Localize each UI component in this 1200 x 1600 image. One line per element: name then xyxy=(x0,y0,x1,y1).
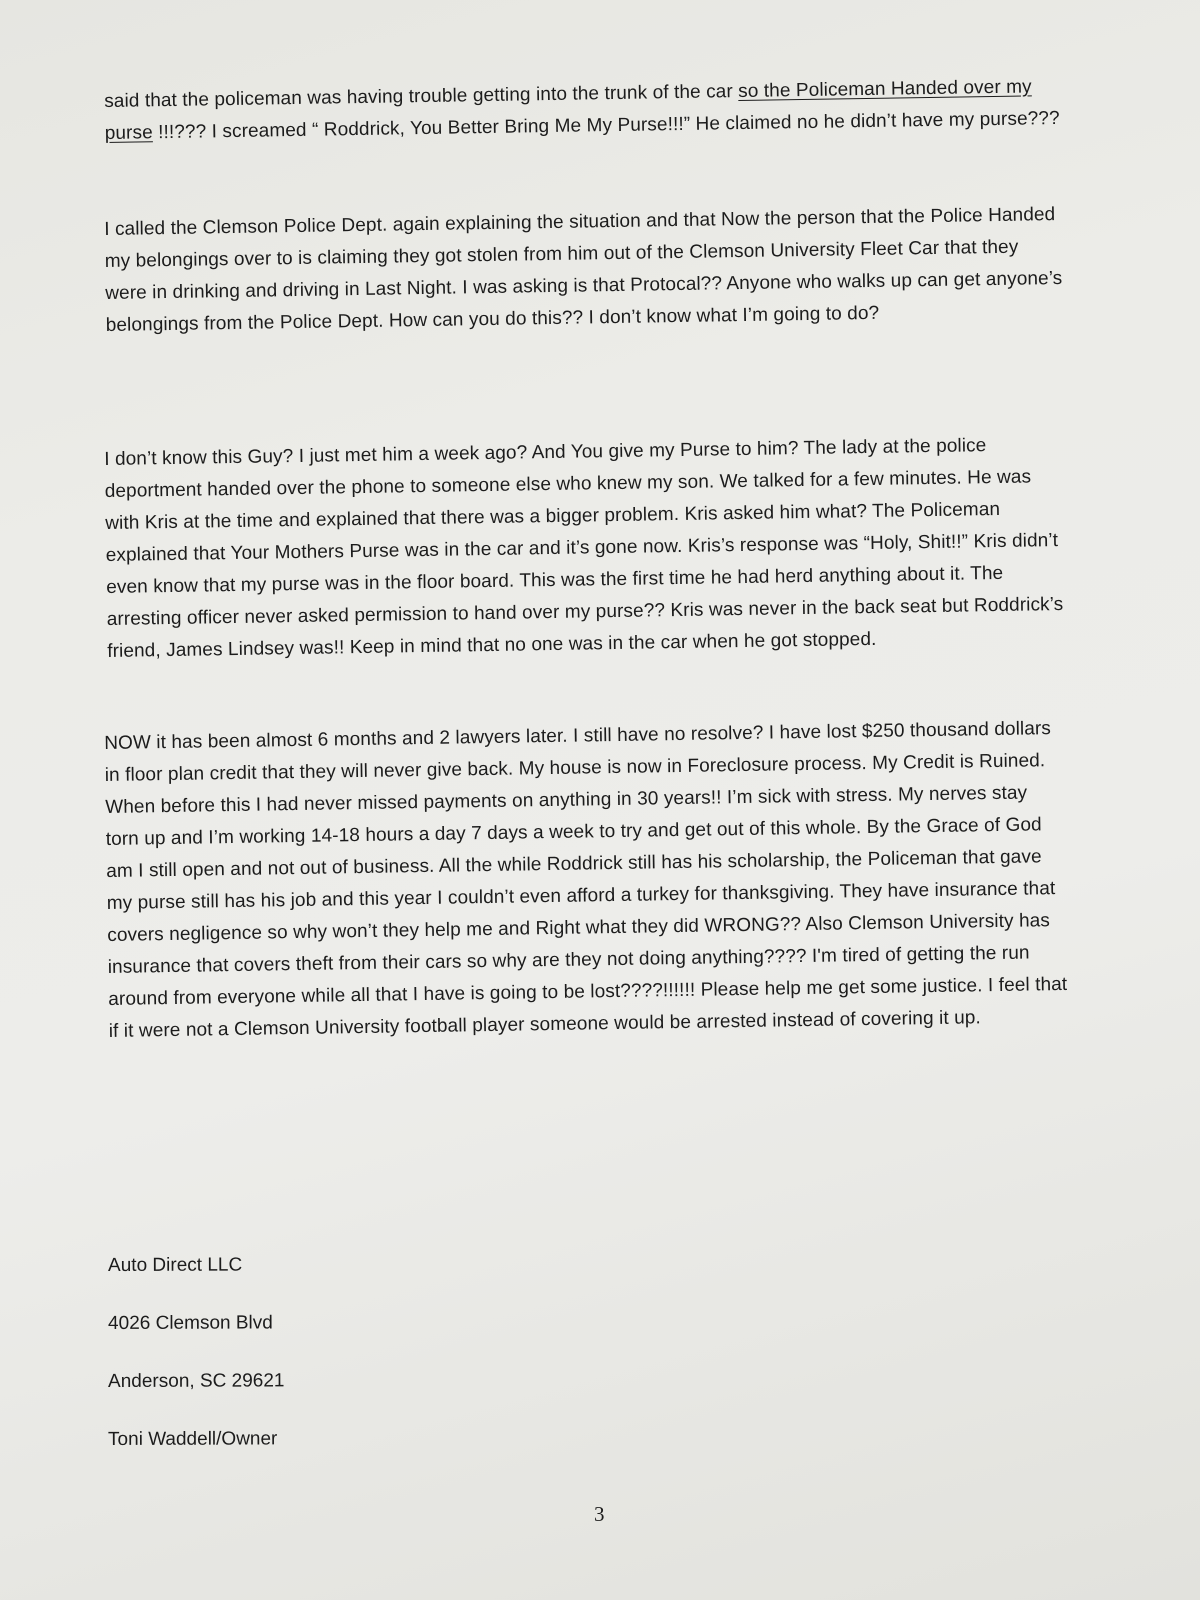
paragraph-1-part-b: !!!??? I screamed “ Roddrick, You Better Bring Me My Purse!!!” He claimed no he didn’t have my purse??? xyxy=(152,107,1060,144)
signature-city: Anderson, SC 29621 xyxy=(108,1370,285,1392)
paragraph-1-part-a: said that the policeman was having trouble getting into the trunk of the car xyxy=(104,81,739,112)
underlined-phrase: so the Policeman Handed over my purse xyxy=(104,76,1032,144)
paragraph-1 xyxy=(104,71,1065,150)
signature-street: 4026 Clemson Blvd xyxy=(108,1312,273,1334)
paragraph-2 xyxy=(104,199,1066,342)
signature-company: Auto Direct LLC xyxy=(108,1254,243,1276)
signature-owner: Toni Waddell/Owner xyxy=(108,1428,278,1450)
paragraph-2-text: I called the Clemson Police Dept. again explaining the situation and that Now the person that the Police Handed my belongings over to is claiming they got stolen from him out of the Clemson University Fleet Car that they were in drinking and driving in Last Night. I was asking is that Protocal?? Anyone who walks up can get anyone’s belongings from the Police Dept. How can you do this?? I don’t know what I’m going to do? xyxy=(104,204,1063,336)
paragraph-3-text: I don’t know this Guy? I just met him a week ago? And You give my Purse to him? The lady at the police deportment handed over the phone to someone else who knew my son. We talked for a few minutes. He was with Kris at the time and explained that there was a bigger problem. Kris asked him what? The Policeman explained that Your Mothers Purse was in the car and it’s gone now. Kris’s response was “Holy, Shit!!” Kris didn’t even know that my purse was in the floor board. This was the first time he had herd anything about it. The arresting officer never asked permission to hand over my purse?? Kris was never in the back seat but Roddrick’s friend, James Lindsey was!! Keep in mind that no one was in the car when he got stopped. xyxy=(104,435,1064,662)
paragraph-4 xyxy=(104,713,1069,1048)
paragraph-3 xyxy=(104,429,1067,668)
paragraph-1-text xyxy=(104,71,1065,150)
paragraph-4-text: NOW it has been almost 6 months and 2 lawyers later. I still have no resolve? I have lost $250 thousand dollars in floor plan credit that they will never give back. My house is now in Foreclosure process. My Credit is Ruined. When before this I had never missed payments on anything in 30 years!! I’m sick with stress. My nerves stay torn up and I’m working 14-18 hours a day 7 days a week to try and get out of this whole. By the Grace of God am I still open and not out of business. All the while Roddrick still has his scholarship, the Policeman that gave my purse still has his job and this year I couldn’t even afford a turkey for thanksgiving. They have insurance that covers negligence so why won’t they help me and Right what they did WRONG?? Also Clemson University has insurance that covers theft from their cars so why are they not doing anything???? I'm tired of getting the run around from everyone while all that I have is going to be lost????!!!!!! Please help me get some justice. I feel that if it were not a Clemson University football player someone would be arrested instead of covering it up. xyxy=(104,718,1068,1042)
page-number: 3 xyxy=(594,1502,605,1526)
